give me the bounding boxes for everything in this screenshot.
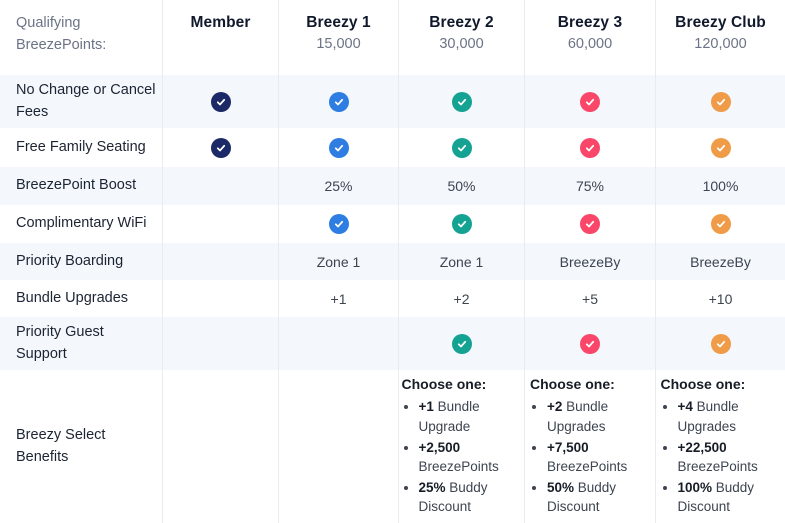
cell-complimentary-wifi-breezy-club [655,205,785,243]
cell-free-family-seating-breezy-club [655,128,785,167]
tier-name: Breezy 2 [429,14,494,31]
benefits-heading: Choose one: [530,375,615,392]
cell-breezy-select-benefits-breezy-club [655,370,785,523]
cell-value: 25% [324,178,353,194]
cell-priority-boarding-breezy-1 [278,243,398,280]
check-icon [711,92,731,112]
column-header-member [162,0,278,75]
row-label-breezy-select-benefits [0,370,162,523]
cell-value: +5 [582,290,598,307]
cell-no-change-or-cancel-fees-member [162,75,278,128]
check-icon [452,214,472,234]
check-icon [580,214,600,234]
check-icon [580,138,600,158]
benefits-list [530,375,650,519]
check-icon [329,214,349,234]
cell-free-family-seating-breezy-2 [398,128,524,167]
benefits-heading: Choose one: [401,375,487,392]
check-icon [452,334,472,354]
cell-complimentary-wifi-breezy-1 [278,205,398,243]
tier-name: Breezy 3 [557,14,623,31]
cell-free-family-seating-member [162,128,278,167]
cell-value: +2 [453,290,470,307]
cell-no-change-or-cancel-fees-breezy-club [655,75,785,128]
tier-name: Breezy Club [675,14,766,31]
check-icon [711,334,731,354]
cell-priority-boarding-breezy-club [655,243,785,280]
row-label-text: Priority Guest Support [16,323,104,362]
row-label-bundle-upgrades [0,280,162,317]
tier-points: 60,000 [567,36,613,52]
benefit-item: • +2 Bundle Upgrades [547,397,650,435]
row-label-breezepoint-boost [0,167,162,205]
cell-breezepoint-boost-breezy-club [655,167,785,205]
row-label-free-family-seating [0,128,162,167]
cell-priority-boarding-breezy-2 [398,243,524,280]
tier-points: 30,000 [439,36,484,52]
tier-name: Breezy 1 [306,14,371,31]
cell-value: +10 [708,290,733,307]
cell-breezepoint-boost-breezy-1 [278,167,398,205]
row-label-text: BreezePoint Boost [16,177,137,194]
cell-no-change-or-cancel-fees-breezy-1 [278,75,398,128]
cell-value: 100% [702,178,739,194]
cell-priority-guest-support-breezy-3 [524,317,655,370]
cell-value: Zone 1 [439,253,484,270]
tier-points: 15,000 [316,36,361,52]
qualifying-breezepoints-label [0,0,162,75]
cell-free-family-seating-breezy-1 [278,128,398,167]
benefit-item: • +7,500 BreezePoints [547,438,650,476]
column-header-breezy-3 [524,0,655,75]
cell-breezy-select-benefits-breezy-3 [524,370,655,523]
row-label-text: Breezy Select Benefits [16,426,106,465]
benefit-item: • +22,500 BreezePoints [678,438,781,476]
column-header-breezy-1 [278,0,398,75]
check-icon [211,138,231,158]
benefit-item: • 25% Buddy Discount [419,478,522,516]
cell-breezy-select-benefits-member [162,370,278,523]
cell-bundle-upgrades-breezy-3 [524,280,655,317]
row-label-no-change-or-cancel-fees [0,75,162,128]
cell-bundle-upgrades-breezy-1 [278,280,398,317]
row-label-priority-boarding [0,243,162,280]
cell-priority-boarding-member [162,243,278,280]
cell-value: 50% [447,178,476,194]
benefit-item: • 100% Buddy Discount [678,478,781,516]
benefits-list [661,375,781,519]
column-header-breezy-2 [398,0,524,75]
check-icon [329,92,349,112]
benefits-list [402,375,522,519]
cell-complimentary-wifi-member [162,205,278,243]
row-label-text: Free Family Seating [16,138,146,155]
qualifying-breezepoints-text: Qualifying BreezePoints: [16,15,107,53]
tier-points: 120,000 [694,36,747,52]
cell-value: +1 [330,290,347,307]
check-icon [329,138,349,158]
cell-value: BreezeBy [559,253,621,270]
row-label-text: No Change or Cancel Fees [16,81,156,120]
cell-breezepoint-boost-breezy-3 [524,167,655,205]
cell-no-change-or-cancel-fees-breezy-2 [398,75,524,128]
benefit-item: • 50% Buddy Discount [547,478,650,516]
row-label-text: Complimentary WiFi [16,215,147,232]
column-header-breezy-club [655,0,785,75]
benefits-items [530,397,650,516]
cell-breezy-select-benefits-breezy-2 [398,370,524,523]
cell-priority-guest-support-breezy-1 [278,317,398,370]
cell-complimentary-wifi-breezy-3 [524,205,655,243]
cell-bundle-upgrades-member [162,280,278,317]
check-icon [452,138,472,158]
cell-value: Zone 1 [316,253,361,270]
cell-complimentary-wifi-breezy-2 [398,205,524,243]
benefits-items [402,397,522,516]
row-label-text: Priority Boarding [16,252,124,269]
check-icon [580,334,600,354]
cell-bundle-upgrades-breezy-club [655,280,785,317]
check-icon [580,92,600,112]
tier-name: Member [190,14,251,31]
check-icon [211,92,231,112]
benefits-items [661,397,781,516]
row-label-priority-guest-support [0,317,162,370]
cell-breezepoint-boost-breezy-2 [398,167,524,205]
cell-priority-guest-support-member [162,317,278,370]
row-label-text: Bundle Upgrades [16,289,129,306]
cell-priority-guest-support-breezy-2 [398,317,524,370]
cell-breezy-select-benefits-breezy-1 [278,370,398,523]
cell-priority-guest-support-breezy-club [655,317,785,370]
cell-priority-boarding-breezy-3 [524,243,655,280]
cell-bundle-upgrades-breezy-2 [398,280,524,317]
cell-free-family-seating-breezy-3 [524,128,655,167]
row-label-complimentary-wifi [0,205,162,243]
benefit-item: • +2,500 BreezePoints [419,438,522,476]
check-icon [711,138,731,158]
benefit-item: • +4 Bundle Upgrades [678,397,781,435]
cell-value: 75% [575,178,605,194]
cell-no-change-or-cancel-fees-breezy-3 [524,75,655,128]
check-icon [452,92,472,112]
check-icon [711,214,731,234]
benefit-item: • +1 Bundle Upgrade [419,397,522,435]
cell-breezepoint-boost-member [162,167,278,205]
cell-value: BreezeBy [690,253,751,270]
benefits-heading: Choose one: [660,375,746,392]
